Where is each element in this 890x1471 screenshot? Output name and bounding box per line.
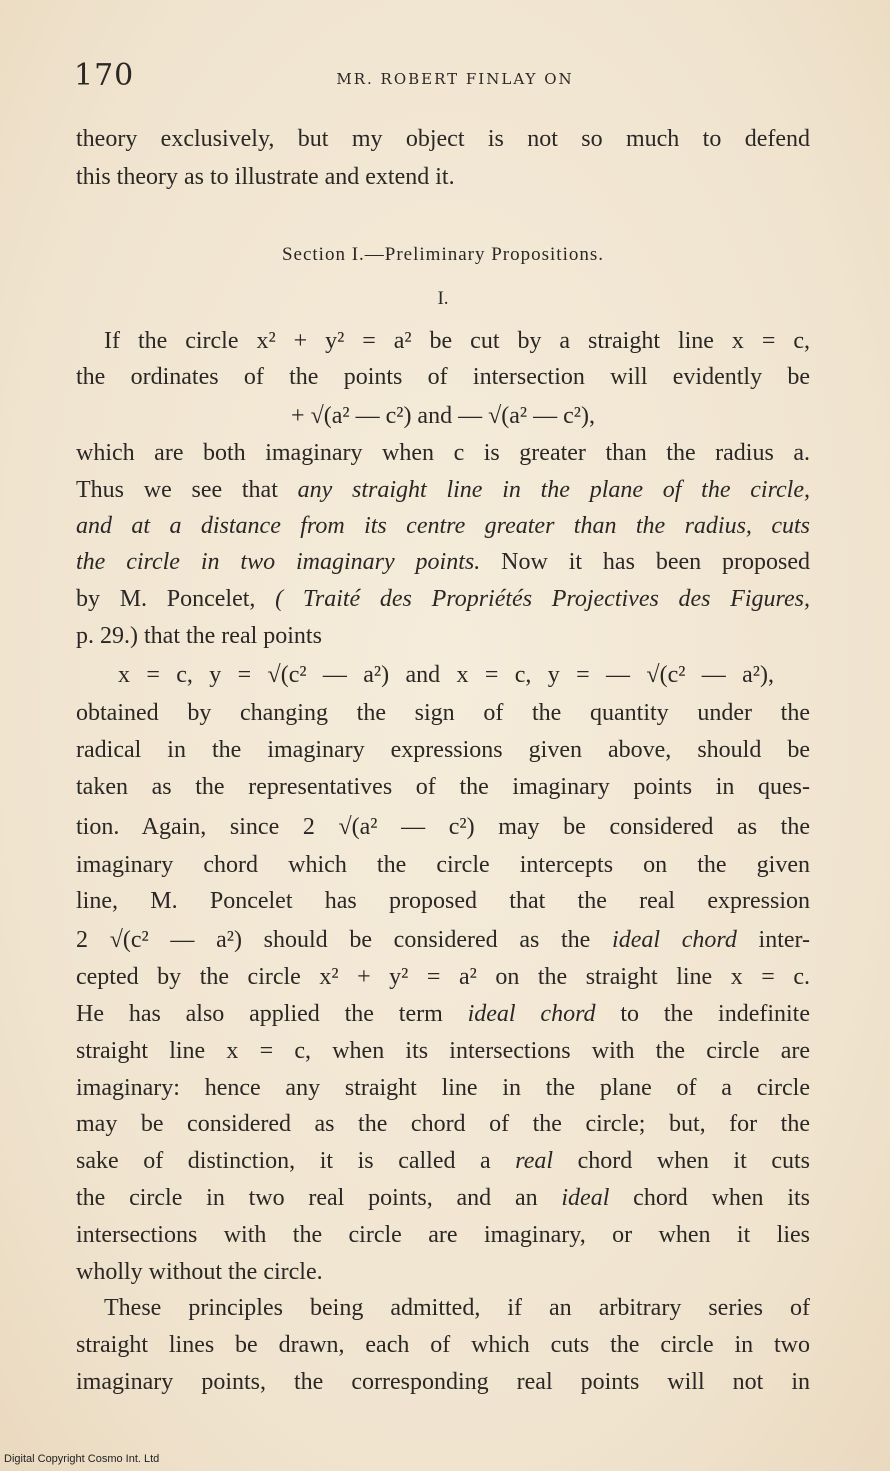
text-line <box>76 547 810 577</box>
text-line <box>76 584 810 614</box>
text-span: by M. Poncelet, <box>76 586 276 612</box>
text-line <box>76 475 810 505</box>
text-line <box>76 999 810 1029</box>
text-span: 2 √(c² — a²) should be considered as the <box>76 927 613 953</box>
text-line: cepted by the circle x² + y² = a² on the straight line x = c. <box>76 964 810 990</box>
text-span: Now it has been proposed <box>480 549 811 575</box>
text-span: Thus we see that <box>76 477 298 503</box>
text-span: He has also applied the term <box>76 1001 468 1027</box>
text-line: theory exclusively, but my object is not so much to defend <box>76 126 810 152</box>
text-line: p. 29.) that the real points <box>76 623 322 649</box>
text-line: intersections with the circle are imaginary, or when it lies <box>76 1222 810 1248</box>
italic-span: ideal chord <box>467 1001 596 1027</box>
text-span: sake of distinction, it is called a <box>76 1148 516 1174</box>
text-line: tion. Again, since 2 √(a² — c²) may be considered as the <box>76 814 810 840</box>
text-span: chord when its <box>609 1185 811 1211</box>
proposition-number: I. <box>437 288 449 309</box>
section-heading: Section I.—Preliminary Propositions. <box>281 244 605 265</box>
text-span: chord when it cuts <box>553 1148 811 1174</box>
equation: + √(a² — c²) and — √(a² — c²), <box>291 403 595 429</box>
page-number: 170 <box>74 58 135 93</box>
italic-span: ( Traité des Propriétés Projectives des Figures, <box>275 586 810 612</box>
text-line: imaginary chord which the circle intercepts on the given <box>76 852 810 878</box>
text-line: this theory as to illustrate and extend it. <box>76 164 455 190</box>
italic-span: ideal <box>561 1185 610 1211</box>
text-line: the ordinates of the points of intersection will evidently be <box>76 364 810 390</box>
text-line <box>76 1183 810 1213</box>
text-line: which are both imaginary when c is greater than the radius a. <box>76 440 810 466</box>
copyright-credit: Digital Copyright Cosmo Int. Ltd <box>4 1453 160 1465</box>
text-span: inter- <box>736 927 811 953</box>
text-line <box>76 925 810 955</box>
italic-span: ideal chord <box>612 927 737 953</box>
text-line: straight line x = c, when its intersections with the circle are <box>76 1038 810 1064</box>
text-line: If the circle x² + y² = a² be cut by a straight line x = c, <box>104 328 810 354</box>
text-line: radical in the imaginary expressions given above, should be <box>76 737 810 763</box>
text-line: taken as the representatives of the imaginary points in ques- <box>76 774 810 800</box>
text-line: wholly without the circle. <box>76 1259 323 1285</box>
running-title: MR. ROBERT FINLAY ON <box>336 70 574 88</box>
equation: x = c, y = √(c² — a²) and x = c, y = — √(c² — a²), <box>118 662 774 688</box>
text-line: obtained by changing the sign of the quantity under the <box>76 700 810 726</box>
text-line <box>76 1146 810 1176</box>
text-line: line, M. Poncelet has proposed that the real expression <box>76 888 810 914</box>
text-line <box>76 511 810 541</box>
text-line: may be considered as the chord of the circle; but, for the <box>76 1111 810 1137</box>
text-line: straight lines be drawn, each of which cuts the circle in two <box>76 1332 810 1358</box>
text-line: imaginary points, the corresponding real points will not in <box>76 1369 810 1395</box>
italic-span: real <box>515 1148 554 1174</box>
italic-span: and at a distance from its centre greater than the radius, cuts <box>76 513 810 539</box>
text-line: imaginary: hence any straight line in the plane of a circle <box>76 1075 810 1101</box>
italic-span: the circle in two imaginary points. <box>76 549 481 575</box>
text-span: the circle in two real points, and an <box>76 1185 562 1211</box>
text-line: These principles being admitted, if an arbitrary series of <box>104 1295 810 1321</box>
text-span: to the indefinite <box>595 1001 810 1027</box>
italic-span: any straight line in the plane of the circle, <box>297 477 810 503</box>
